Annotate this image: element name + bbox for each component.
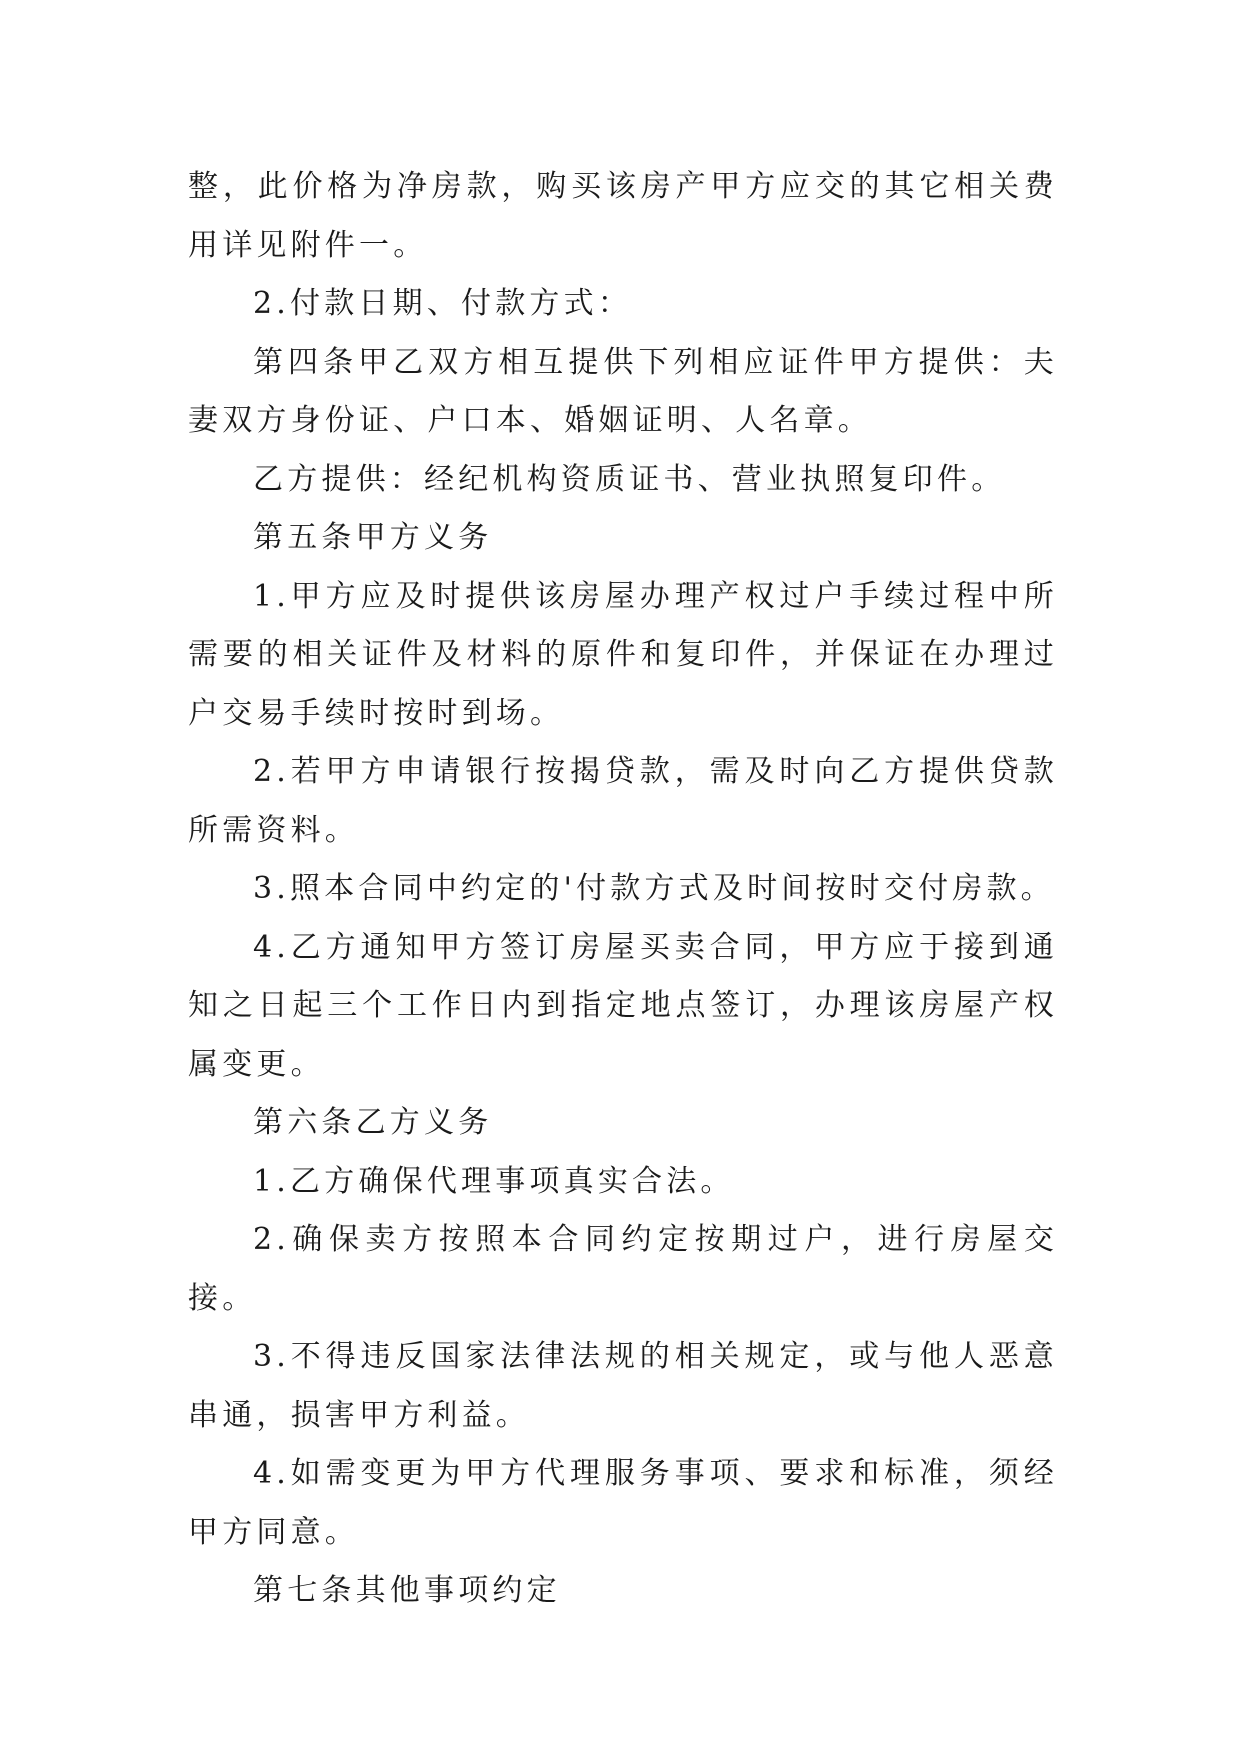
paragraph-article-5-item-1: 1.甲方应及时提供该房屋办理产权过户手续过程中所需要的相关证件及材料的原件和复印件，并保证在办理过户交易手续时按时到场。 xyxy=(188,578,1058,731)
heading-article-6: 第六条乙方义务 xyxy=(253,1105,493,1140)
paragraph-price-note: 整，此价格为净房款，购买该房产甲方应交的其它相关费用详见附件一。 xyxy=(188,169,1058,263)
paragraph-article-5-item-4: 4.乙方通知甲方签订房屋买卖合同，甲方应于接到通知之日起三个工作日内到指定地点签订，办理该房屋产权属变更。 xyxy=(188,929,1058,1082)
paragraph-party-b-documents: 乙方提供：经纪机构资质证书、营业执照复印件。 xyxy=(253,461,1006,497)
paragraph-article-6-item-2: 2.确保卖方按照本合同约定按期过户，进行房屋交接。 xyxy=(188,1222,1058,1316)
paragraph-article-4: 第四条甲乙双方相互提供下列相应证件甲方提供：夫妻双方身份证、户口本、婚姻证明、人名章。 xyxy=(188,344,1058,438)
paragraph-article-5-item-3: 3.照本合同中约定的'付款方式及时间按时交付房款。 xyxy=(253,871,1055,906)
paragraph-article-6-item-3: 3.不得违反国家法律法规的相关规定，或与他人恶意串通，损害甲方利益。 xyxy=(188,1339,1058,1433)
paragraph-article-6-item-4: 4.如需变更为甲方代理服务事项、要求和标准，须经甲方同意。 xyxy=(188,1456,1058,1550)
heading-article-7: 第七条其他事项约定 xyxy=(253,1573,561,1608)
paragraph-article-6-item-1: 1.乙方确保代理事项真实合法。 xyxy=(253,1163,735,1199)
document-body xyxy=(188,158,1058,1621)
heading-article-5: 第五条甲方义务 xyxy=(253,520,493,555)
paragraph-payment-date: 2.付款日期、付款方式： xyxy=(253,286,633,321)
paragraph-article-5-item-2: 2.若甲方申请银行按揭贷款，需及时向乙方提供贷款所需资料。 xyxy=(188,754,1058,848)
